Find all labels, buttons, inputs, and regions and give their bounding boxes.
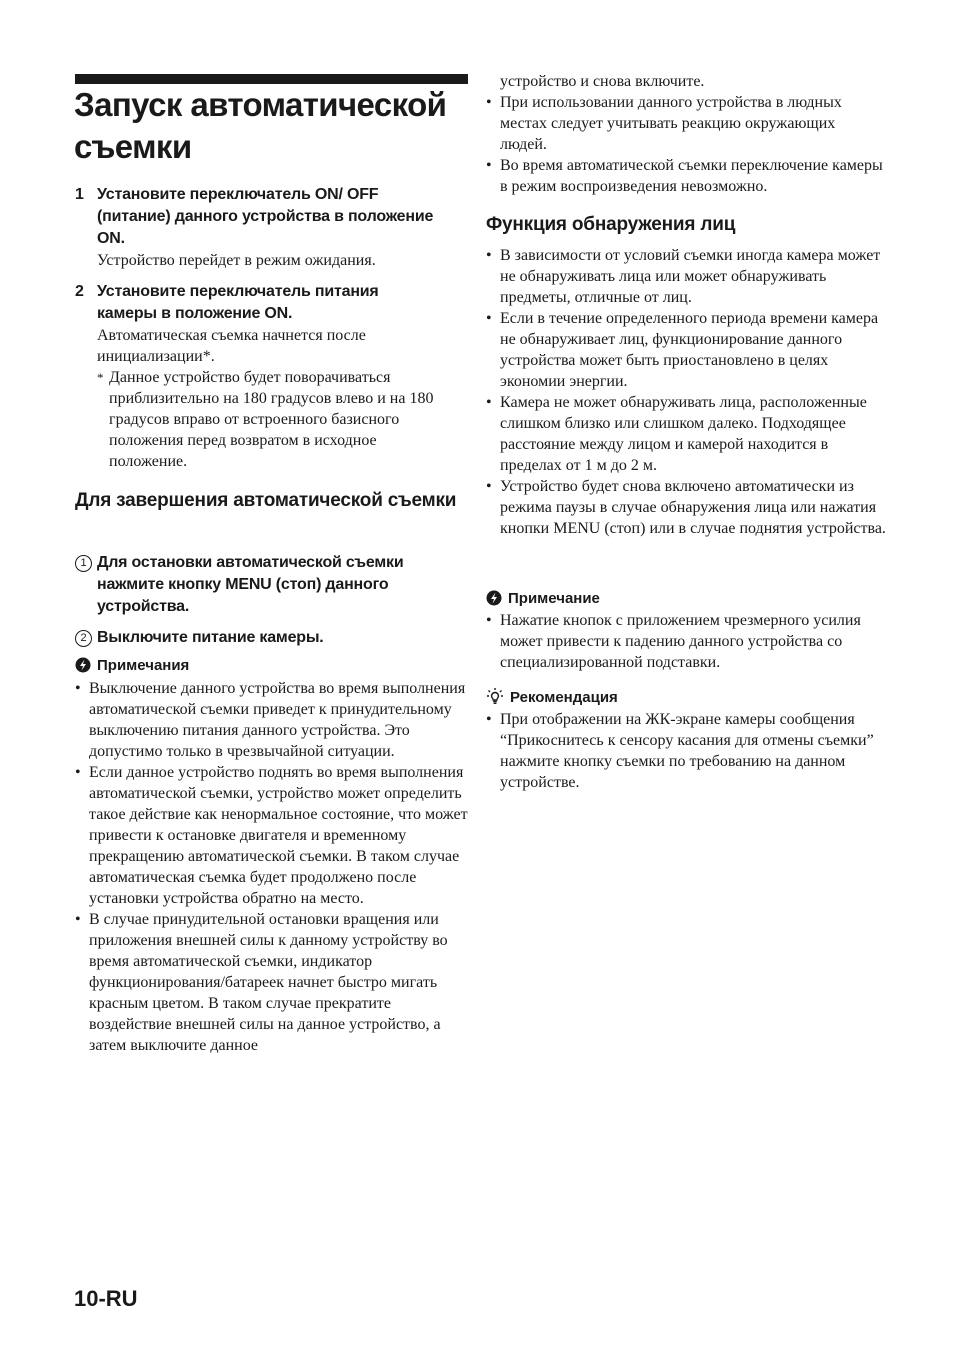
list-item: • Нажатие кнопок с приложением чрезмерного усилия может привести к падению данного устройства со специализированной подставки. [486,610,886,673]
tip-list [486,709,886,793]
list-item: • Выключение данного устройства во время выполнения автоматической съемки приведет к принудительному выключению питания данного устройства. Это допустимо только в чрезвычайной ситуации. [75,678,470,762]
step-body: Устройство перейдет в режим ожидания. [97,252,376,269]
step-body: Автоматическая съемка начнется после инициализации*. [97,327,366,365]
list-item: • В случае принудительной остановки вращения или приложения внешней силы к данному устройству во время автоматической съемки, индикатор функционирования/батареек начнет быстро мигать красным цветом. В таком случае прекратите воздействие внешней силы на данное устройство, а затем выключите данное [75,909,470,1056]
footnote-text: Данное устройство будет поворачиваться приблизительно на 180 градусов влево и на 180 градусов вправо от встроенного базисного положения перед возвратом в исходное положение. [109,369,434,470]
circled-number: 2 [75,630,92,647]
step-number: 1 [75,186,84,203]
note-icon [486,590,502,612]
step-number: 2 [75,283,84,300]
tip-heading [486,687,618,711]
list-item: • При использовании данного устройства в людных местах следует учитывать реакцию окружающих людей. [486,92,886,155]
face-list [486,245,886,539]
section-heading-face: Функция обнаружения лиц [486,214,736,235]
stop-step-text: Для остановки автоматической съемки нажмите кнопку MENU (стоп) данного устройства. [97,554,404,615]
step-2 [75,281,455,472]
list-item: • Если в течение определенного периода времени камера не обнаруживает лиц, функционирование данного устройства может быть приостановлено в целях экономии энергии. [486,308,886,392]
stop-step-text: Выключите питание камеры. [97,629,324,646]
notes-label: Примечания [97,657,190,674]
note-label: Примечание [508,590,600,607]
list-item: • Во время автоматической съемки переключение камеры в режим воспроизведения невозможно. [486,155,886,197]
tip-label: Рекомендация [510,689,618,706]
note-heading [486,589,600,612]
step-heading: Установите переключатель питания камеры в положение ON. [97,283,379,322]
step-heading: Установите переключатель ON/ OFF (питание) данного устройства в положение ON. [97,186,434,247]
stop-step-1 [75,552,470,618]
notes-list [75,678,470,1056]
list-item: • Если данное устройство поднять во время выполнения автоматической съемки, устройство может определить такое действие как ненормальное состояние, что может привести к остановке двигателя и временному прекращению автоматической съемки. В таком случае автоматическая съемка будет продолжено после установки устройства обратно на место. [75,762,470,909]
list-item: • Устройство будет снова включено автоматически из режима паузы в случае обнаружения лица или нажатия кнопки MENU (стоп) или в случае поднятия устройства. [486,476,886,539]
section-heading-stop: Для завершения автоматической съемки [75,490,457,511]
notes-heading [75,656,189,679]
note-list [486,610,886,673]
lightbulb-icon [486,687,504,711]
list-item: • При отображении на ЖК-экране камеры сообщения “Прикоснитесь к сенсору касания для отмены съемки” нажмите кнопку съемки по требованию на данном устройстве. [486,709,886,793]
page-number: 10-RU [74,1286,138,1311]
stop-step-2 [75,627,470,649]
note-icon [75,657,91,679]
circled-number: 1 [75,555,92,572]
page-title: Запуск автоматической съемки [74,86,447,165]
footnote [97,367,444,472]
list-item: • Камера не может обнаруживать лица, расположенные слишком близко или слишком далеко. Подходящее расстояние между лицом и камерой находится в пределах от 1 м до 2 м. [486,392,886,476]
list-item: • В зависимости от условий съемки иногда камера может не обнаруживать лица или может обнаруживать предметы, отличные от лиц. [486,245,886,308]
step-1 [75,184,455,271]
title-rule [75,74,468,84]
notes-continuation: устройство и снова включите. [500,73,705,90]
notes-list-continued [486,92,886,197]
footnote-mark: * [97,370,104,385]
